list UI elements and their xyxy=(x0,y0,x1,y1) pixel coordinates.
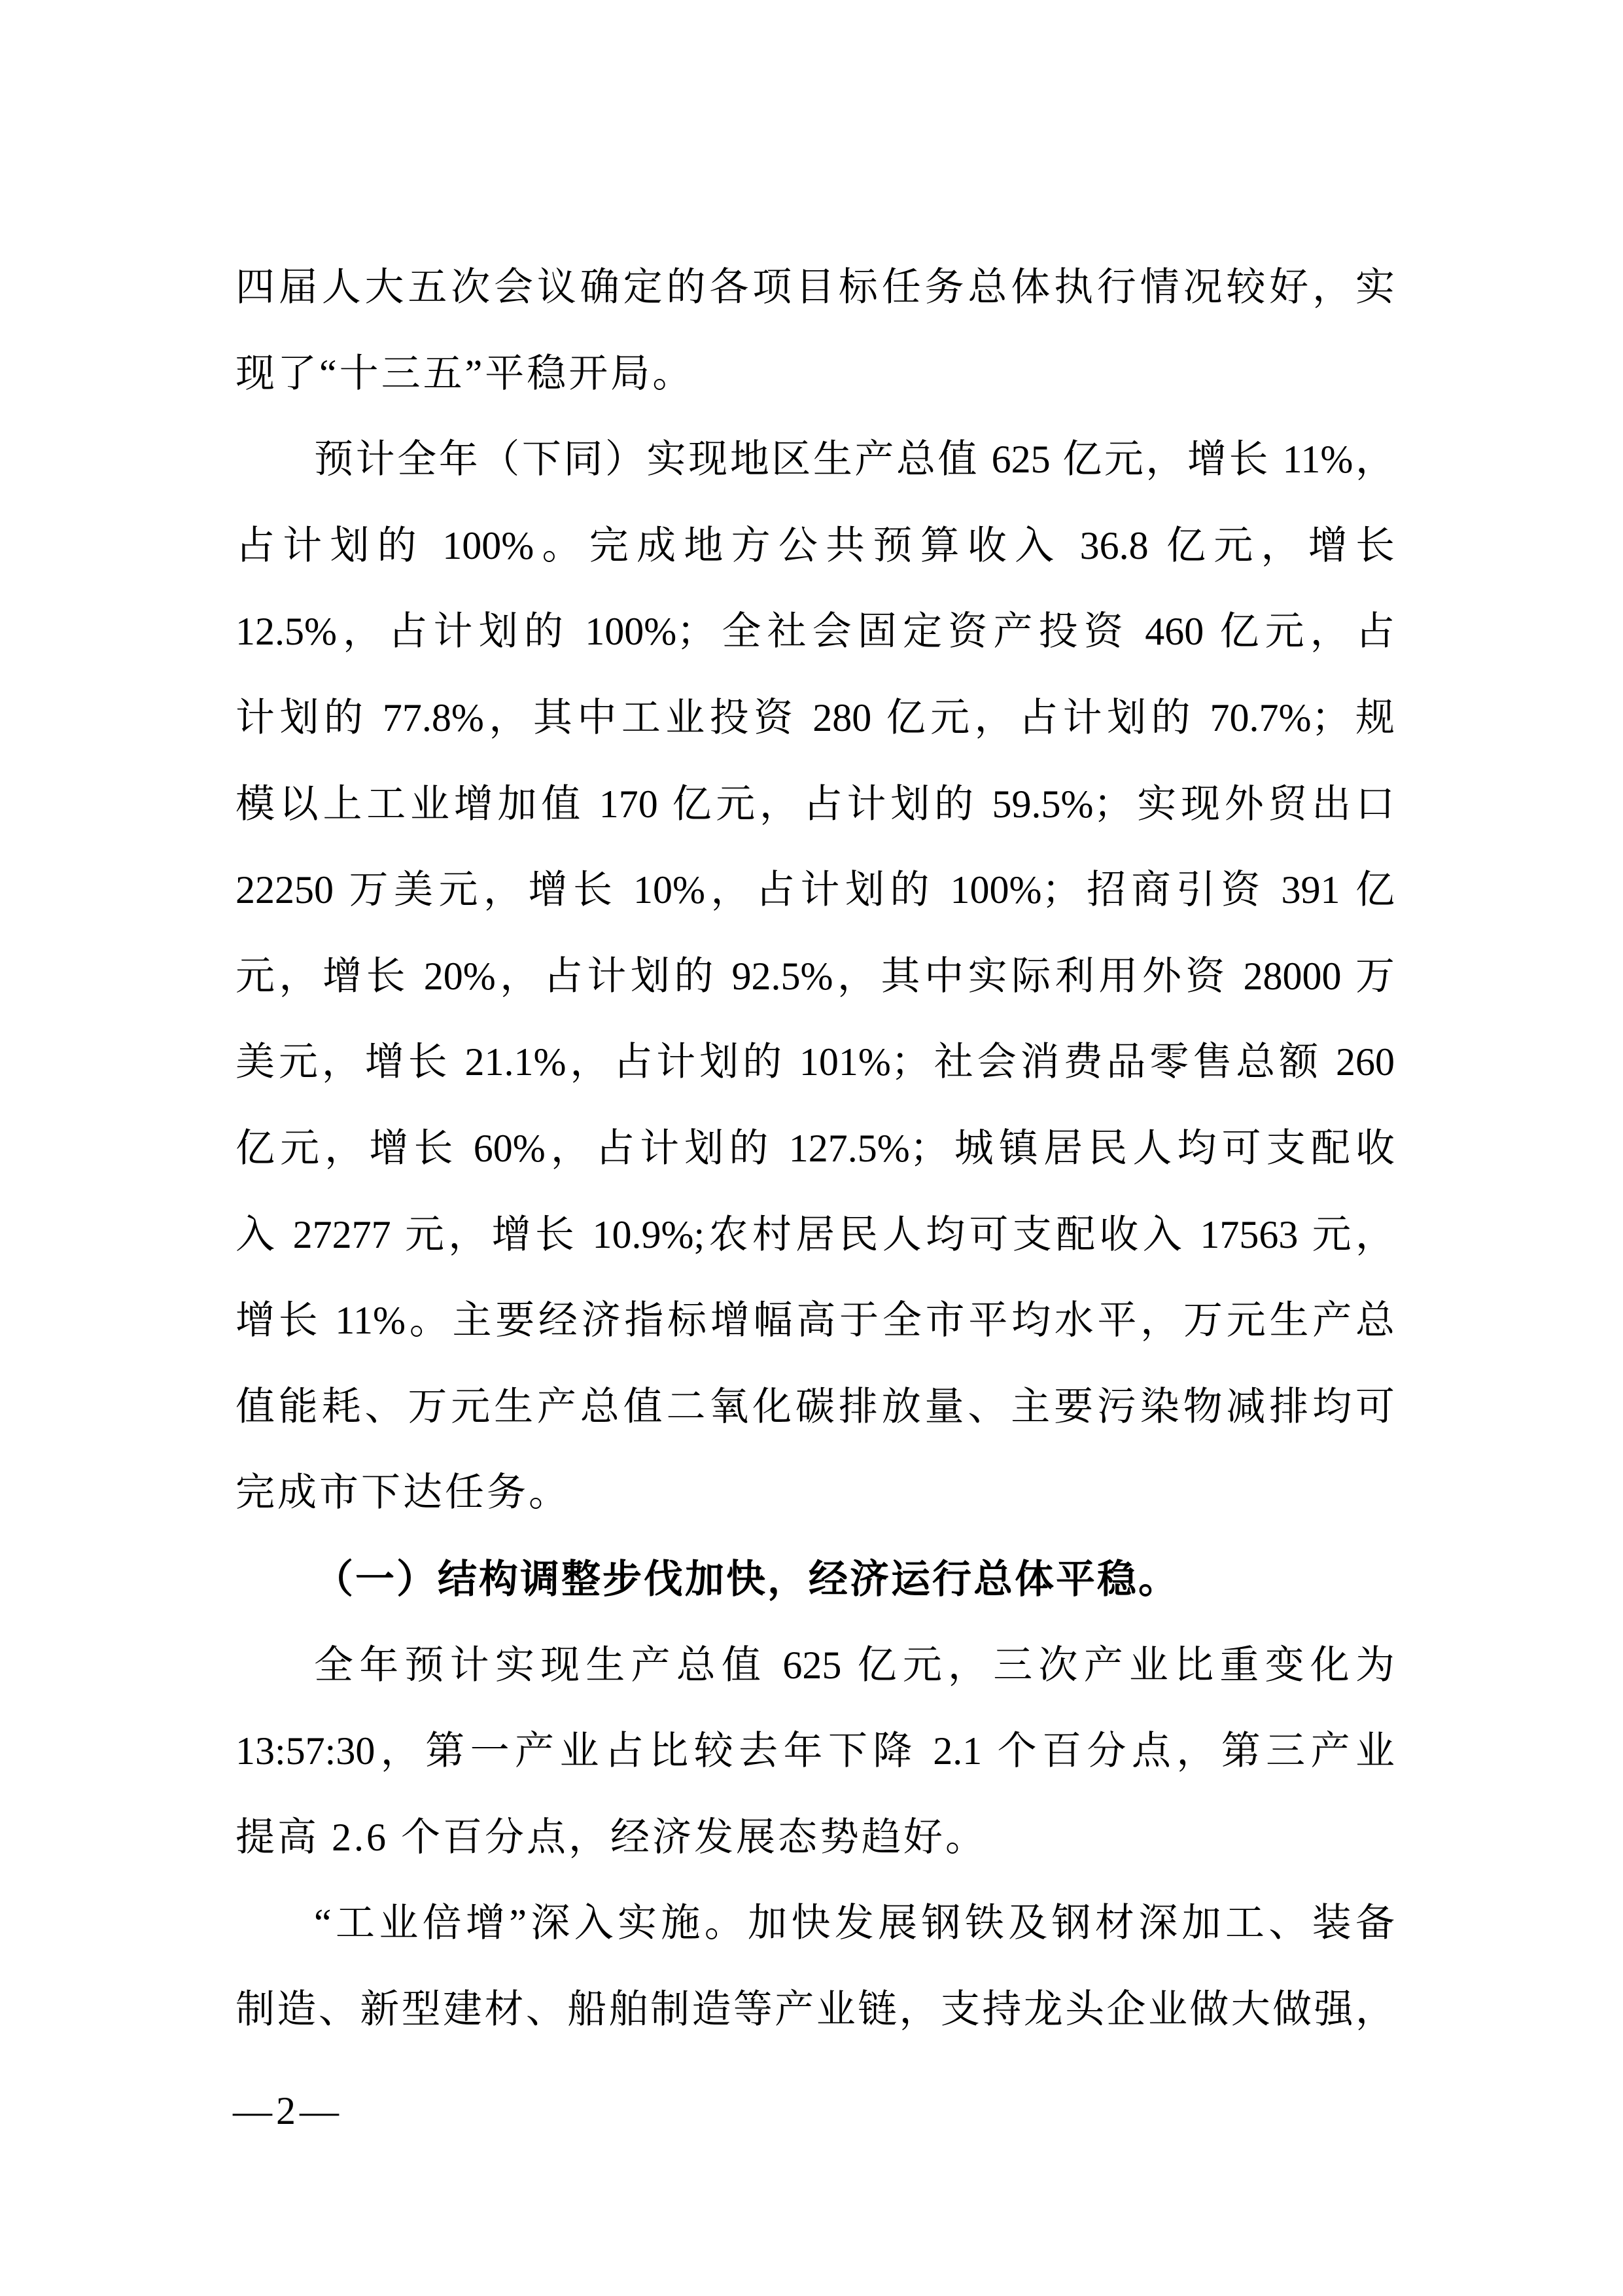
text-line-4: 占计划的 100%。完成地方公共预算收入 36.8 亿元，增长 xyxy=(236,523,1395,567)
text-block xyxy=(236,245,1395,2053)
text-line-15: 完成市下达任务。 xyxy=(236,1471,570,1515)
text-line-19: 提高 2.6 个百分点，经济发展态势趋好。 xyxy=(236,1815,987,1859)
text-line-18: 13:57:30，第一产业占比较去年下降 2.1 个百分点，第三产业 xyxy=(236,1729,1395,1773)
text-line-1: 四届人大五次会议确定的各项目标任务总体执行情况较好，实 xyxy=(236,266,1395,309)
text-line-20: “工业倍增”深入实施。加快发展钢铁及钢材深加工、装备 xyxy=(314,1901,1395,1945)
page-number: —2— xyxy=(233,2089,343,2132)
text-line-10: 美元，增长 21.1%，占计划的 101%；社会消费品零售总额 260 xyxy=(236,1040,1395,1084)
text-line-2: 现了“十三五”平稳开局。 xyxy=(236,351,695,395)
text-line-3: 预计全年（下同）实现地区生产总值 625 亿元，增长 11%， xyxy=(314,438,1395,482)
text-line-9: 元，增长 20%，占计划的 92.5%，其中实际利用外资 28000 万 xyxy=(236,954,1395,998)
text-line-11: 亿元，增长 60%，占计划的 127.5%；城镇居民人均可支配收 xyxy=(236,1126,1395,1170)
text-line-17: 全年预计实现生产总值 625 亿元，三次产业比重变化为 xyxy=(314,1643,1395,1687)
text-line-13: 增长 11%。主要经济指标增幅高于全市平均水平，万元生产总 xyxy=(236,1299,1395,1343)
text-line-14: 值能耗、万元生产总值二氧化碳排放量、主要污染物减排均可 xyxy=(236,1385,1395,1428)
text-line-7: 模以上工业增加值 170 亿元，占计划的 59.5%；实现外贸出口 xyxy=(236,782,1395,826)
text-line-6: 计划的 77.8%，其中工业投资 280 亿元，占计划的 70.7%；规 xyxy=(236,696,1395,739)
text-line-16: （一）结构调整步伐加快，经济运行总体平稳。 xyxy=(314,1557,1179,1601)
text-line-21: 制造、新型建材、船舶制造等产业链，支持龙头企业做大做强， xyxy=(236,1987,1395,2031)
text-line-5: 12.5%，占计划的 100%；全社会固定资产投资 460 亿元，占 xyxy=(236,610,1395,654)
text-line-8: 22250 万美元，增长 10%，占计划的 100%；招商引资 391 亿 xyxy=(236,868,1395,912)
text-line-12: 入 27277 元，增长 10.9%;农村居民人均可支配收入 17563 元， xyxy=(236,1212,1395,1256)
